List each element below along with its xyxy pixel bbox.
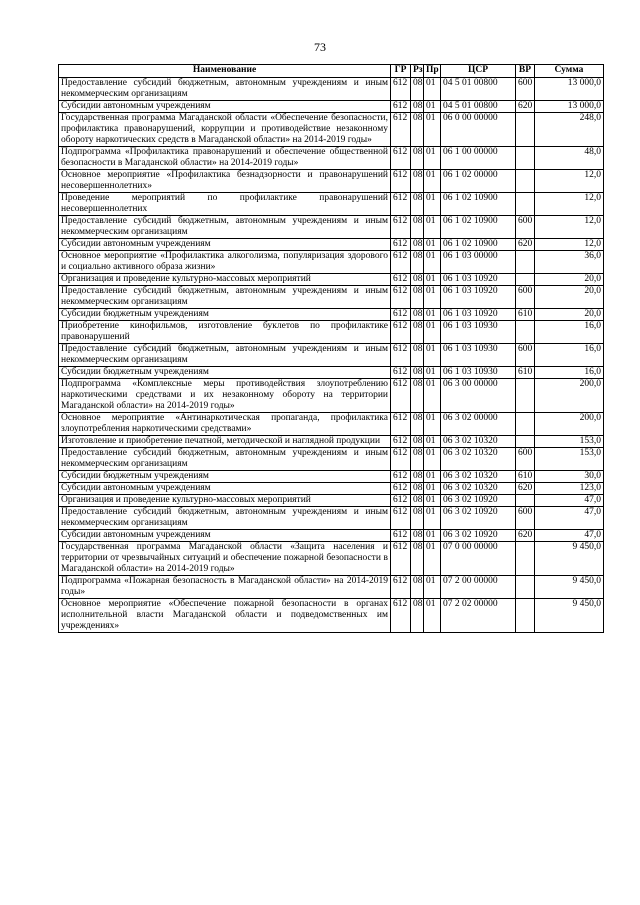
cell-sum: 20,0 xyxy=(535,274,604,286)
cell-vr xyxy=(516,147,535,170)
cell-sum: 200,0 xyxy=(535,379,604,413)
cell-name: Государственная программа Магаданской области «Защита населения и территории от чрезвычайных ситуаций и обеспечение пожарной безопасности в Магаданской области» на 2014-2019 годы» xyxy=(59,542,391,576)
cell-csr: 06 3 02 00000 xyxy=(441,413,516,436)
table-row xyxy=(59,239,604,251)
table-row xyxy=(59,495,604,507)
cell-pr: 01 xyxy=(424,530,441,542)
cell-csr: 04 5 01 00800 xyxy=(441,78,516,101)
cell-csr: 06 3 02 10320 xyxy=(441,471,516,483)
cell-pr: 01 xyxy=(424,274,441,286)
cell-csr: 06 1 02 00000 xyxy=(441,170,516,193)
table-row xyxy=(59,436,604,448)
cell-vr xyxy=(516,413,535,436)
cell-sum: 12,0 xyxy=(535,216,604,239)
cell-pr: 01 xyxy=(424,321,441,344)
cell-sum: 123,0 xyxy=(535,483,604,495)
cell-rz: 08 xyxy=(411,599,424,633)
cell-csr: 06 1 02 10900 xyxy=(441,239,516,251)
cell-gr: 612 xyxy=(391,251,411,274)
cell-vr: 610 xyxy=(516,367,535,379)
cell-pr: 01 xyxy=(424,436,441,448)
cell-gr: 612 xyxy=(391,436,411,448)
table-row xyxy=(59,193,604,216)
cell-sum: 20,0 xyxy=(535,309,604,321)
cell-vr xyxy=(516,495,535,507)
cell-name: Подпрограмма «Профилактика правонарушений и обеспечение общественной безопасности в Магаданской области» на 2014-2019 годы» xyxy=(59,147,391,170)
cell-gr: 612 xyxy=(391,599,411,633)
table-row xyxy=(59,576,604,599)
cell-csr: 06 1 03 00000 xyxy=(441,251,516,274)
cell-gr: 612 xyxy=(391,274,411,286)
cell-csr: 07 2 00 00000 xyxy=(441,576,516,599)
table-row xyxy=(59,147,604,170)
cell-csr: 07 0 00 00000 xyxy=(441,542,516,576)
cell-rz: 08 xyxy=(411,239,424,251)
cell-rz: 08 xyxy=(411,448,424,471)
table-row xyxy=(59,321,604,344)
cell-sum: 9 450,0 xyxy=(535,576,604,599)
cell-pr: 01 xyxy=(424,113,441,147)
cell-csr: 06 1 00 00000 xyxy=(441,147,516,170)
cell-csr: 06 3 02 10920 xyxy=(441,495,516,507)
cell-csr: 06 1 03 10930 xyxy=(441,344,516,367)
cell-rz: 08 xyxy=(411,170,424,193)
cell-pr: 01 xyxy=(424,78,441,101)
cell-rz: 08 xyxy=(411,286,424,309)
cell-name: Основное мероприятие «Антинаркотическая пропаганда, профилактика злоупотребления наркотическими средствами» xyxy=(59,413,391,436)
table-row xyxy=(59,309,604,321)
cell-name: Субсидии бюджетным учреждениям xyxy=(59,367,391,379)
cell-csr: 06 0 00 00000 xyxy=(441,113,516,147)
cell-rz: 08 xyxy=(411,101,424,113)
cell-gr: 612 xyxy=(391,78,411,101)
cell-vr xyxy=(516,576,535,599)
table-row xyxy=(59,367,604,379)
cell-name: Изготовление и приобретение печатной, методической и наглядной продукции xyxy=(59,436,391,448)
cell-name: Основное мероприятие «Обеспечение пожарной безопасности в органах исполнительной власти Магаданской области и подведомственных им учреждениях» xyxy=(59,599,391,633)
cell-sum: 47,0 xyxy=(535,530,604,542)
cell-pr: 01 xyxy=(424,251,441,274)
header-rz: Рз xyxy=(411,65,424,78)
cell-name: Организация и проведение культурно-массовых мероприятий xyxy=(59,274,391,286)
cell-rz: 08 xyxy=(411,576,424,599)
cell-pr: 01 xyxy=(424,216,441,239)
cell-pr: 01 xyxy=(424,239,441,251)
cell-csr: 06 3 02 10320 xyxy=(441,448,516,471)
cell-rz: 08 xyxy=(411,507,424,530)
cell-sum: 9 450,0 xyxy=(535,542,604,576)
cell-gr: 612 xyxy=(391,495,411,507)
cell-rz: 08 xyxy=(411,309,424,321)
cell-vr xyxy=(516,321,535,344)
cell-csr: 06 3 02 10920 xyxy=(441,507,516,530)
table-row xyxy=(59,101,604,113)
cell-vr xyxy=(516,542,535,576)
cell-sum: 16,0 xyxy=(535,321,604,344)
table-row xyxy=(59,170,604,193)
cell-name: Предоставление субсидий бюджетным, автономным учреждениям и иным некоммерческим организациям xyxy=(59,286,391,309)
cell-gr: 612 xyxy=(391,321,411,344)
table-body xyxy=(59,78,604,633)
cell-name: Субсидии автономным учреждениям xyxy=(59,483,391,495)
cell-name: Субсидии бюджетным учреждениям xyxy=(59,309,391,321)
cell-rz: 08 xyxy=(411,436,424,448)
cell-name: Субсидии автономным учреждениям xyxy=(59,530,391,542)
header-csr: ЦСР xyxy=(441,65,516,78)
cell-rz: 08 xyxy=(411,216,424,239)
table-row xyxy=(59,344,604,367)
cell-csr: 04 5 01 00800 xyxy=(441,101,516,113)
table-row xyxy=(59,113,604,147)
cell-pr: 01 xyxy=(424,379,441,413)
table-row xyxy=(59,507,604,530)
cell-gr: 612 xyxy=(391,147,411,170)
cell-sum: 13 000,0 xyxy=(535,101,604,113)
cell-vr: 600 xyxy=(516,448,535,471)
table-row xyxy=(59,599,604,633)
cell-pr: 01 xyxy=(424,309,441,321)
cell-csr: 06 3 02 10920 xyxy=(441,530,516,542)
cell-csr: 06 1 03 10920 xyxy=(441,309,516,321)
cell-name: Подпрограмма «Пожарная безопасность в Магаданской области» на 2014-2019 годы» xyxy=(59,576,391,599)
cell-sum: 47,0 xyxy=(535,495,604,507)
cell-csr: 06 1 03 10920 xyxy=(441,286,516,309)
cell-vr xyxy=(516,599,535,633)
cell-rz: 08 xyxy=(411,113,424,147)
cell-vr xyxy=(516,251,535,274)
cell-gr: 612 xyxy=(391,379,411,413)
cell-vr: 600 xyxy=(516,216,535,239)
cell-vr xyxy=(516,113,535,147)
cell-vr: 600 xyxy=(516,78,535,101)
cell-sum: 9 450,0 xyxy=(535,599,604,633)
cell-pr: 01 xyxy=(424,147,441,170)
cell-pr: 01 xyxy=(424,344,441,367)
cell-sum: 153,0 xyxy=(535,436,604,448)
cell-csr: 06 1 03 10920 xyxy=(441,274,516,286)
cell-csr: 06 1 02 10900 xyxy=(441,216,516,239)
cell-sum: 36,0 xyxy=(535,251,604,274)
table-row xyxy=(59,78,604,101)
cell-pr: 01 xyxy=(424,542,441,576)
cell-rz: 08 xyxy=(411,367,424,379)
cell-vr: 620 xyxy=(516,101,535,113)
cell-csr: 06 3 00 00000 xyxy=(441,379,516,413)
cell-rz: 08 xyxy=(411,483,424,495)
cell-name: Организация и проведение культурно-массовых мероприятий xyxy=(59,495,391,507)
cell-name: Субсидии автономным учреждениям xyxy=(59,101,391,113)
cell-rz: 08 xyxy=(411,251,424,274)
table-row xyxy=(59,216,604,239)
cell-vr: 600 xyxy=(516,286,535,309)
table-row xyxy=(59,530,604,542)
cell-name: Предоставление субсидий бюджетным, автономным учреждениям и иным некоммерческим организациям xyxy=(59,448,391,471)
cell-sum: 16,0 xyxy=(535,344,604,367)
cell-name: Основное мероприятие «Профилактика безнадзорности и правонарушений несовершеннолетних» xyxy=(59,170,391,193)
cell-name: Предоставление субсидий бюджетным, автономным учреждениям и иным некоммерческим организациям xyxy=(59,344,391,367)
cell-csr: 06 1 03 10930 xyxy=(441,321,516,344)
table-row xyxy=(59,448,604,471)
table-row xyxy=(59,413,604,436)
cell-sum: 12,0 xyxy=(535,239,604,251)
cell-name: Приобретение кинофильмов, изготовление буклетов по профилактике правонарушений xyxy=(59,321,391,344)
cell-vr xyxy=(516,436,535,448)
cell-sum: 48,0 xyxy=(535,147,604,170)
cell-name: Основное мероприятие «Профилактика алкоголизма, популяризация здорового и социально активного образа жизни» xyxy=(59,251,391,274)
cell-sum: 47,0 xyxy=(535,507,604,530)
cell-rz: 08 xyxy=(411,321,424,344)
cell-gr: 612 xyxy=(391,483,411,495)
cell-vr: 620 xyxy=(516,239,535,251)
cell-rz: 08 xyxy=(411,471,424,483)
cell-name: Государственная программа Магаданской области «Обеспечение безопасности, профилактика правонарушений, коррупции и противодействие незаконному обороту наркотических средств в Магаданской области» на 2014-2019 годы» xyxy=(59,113,391,147)
cell-gr: 612 xyxy=(391,448,411,471)
budget-table xyxy=(58,64,604,633)
cell-rz: 08 xyxy=(411,379,424,413)
cell-vr: 610 xyxy=(516,471,535,483)
cell-name: Субсидии автономным учреждениям xyxy=(59,239,391,251)
table-row xyxy=(59,286,604,309)
header-pr: Пр xyxy=(424,65,441,78)
cell-rz: 08 xyxy=(411,530,424,542)
cell-name: Субсидии бюджетным учреждениям xyxy=(59,471,391,483)
cell-name: Подпрограмма «Комплексные меры противодействия злоупотреблению наркотическими средствами и их незаконному обороту на территории Магаданской области» на 2014-2019 годы» xyxy=(59,379,391,413)
table-row xyxy=(59,471,604,483)
cell-pr: 01 xyxy=(424,448,441,471)
cell-gr: 612 xyxy=(391,101,411,113)
cell-csr: 06 3 02 10320 xyxy=(441,436,516,448)
table-header-row xyxy=(59,65,604,78)
cell-gr: 612 xyxy=(391,309,411,321)
cell-pr: 01 xyxy=(424,101,441,113)
cell-sum: 16,0 xyxy=(535,367,604,379)
cell-vr: 620 xyxy=(516,483,535,495)
table-row xyxy=(59,542,604,576)
cell-pr: 01 xyxy=(424,367,441,379)
cell-vr xyxy=(516,170,535,193)
header-name: Наименование xyxy=(59,65,391,78)
cell-gr: 612 xyxy=(391,239,411,251)
cell-rz: 08 xyxy=(411,495,424,507)
cell-pr: 01 xyxy=(424,599,441,633)
cell-rz: 08 xyxy=(411,413,424,436)
table-row xyxy=(59,274,604,286)
cell-sum: 12,0 xyxy=(535,170,604,193)
cell-rz: 08 xyxy=(411,147,424,170)
cell-name: Предоставление субсидий бюджетным, автономным учреждениям и иным некоммерческим организациям xyxy=(59,78,391,101)
cell-vr: 610 xyxy=(516,309,535,321)
cell-name: Предоставление субсидий бюджетным, автономным учреждениям и иным некоммерческим организациям xyxy=(59,507,391,530)
cell-pr: 01 xyxy=(424,471,441,483)
cell-rz: 08 xyxy=(411,344,424,367)
cell-sum: 248,0 xyxy=(535,113,604,147)
cell-rz: 08 xyxy=(411,193,424,216)
cell-pr: 01 xyxy=(424,170,441,193)
cell-vr: 600 xyxy=(516,344,535,367)
cell-gr: 612 xyxy=(391,542,411,576)
cell-name: Предоставление субсидий бюджетным, автономным учреждениям и иным некоммерческим организациям xyxy=(59,216,391,239)
cell-gr: 612 xyxy=(391,413,411,436)
cell-gr: 612 xyxy=(391,113,411,147)
cell-gr: 612 xyxy=(391,193,411,216)
cell-csr: 07 2 02 00000 xyxy=(441,599,516,633)
page-number: 73 xyxy=(314,40,326,54)
cell-gr: 612 xyxy=(391,530,411,542)
cell-vr: 600 xyxy=(516,507,535,530)
cell-gr: 612 xyxy=(391,576,411,599)
cell-pr: 01 xyxy=(424,483,441,495)
table-row xyxy=(59,483,604,495)
cell-gr: 612 xyxy=(391,216,411,239)
header-sum: Сумма xyxy=(535,65,604,78)
table-row xyxy=(59,379,604,413)
cell-gr: 612 xyxy=(391,286,411,309)
cell-pr: 01 xyxy=(424,286,441,309)
cell-name: Проведение мероприятий по профилактике правонарушений несовершеннолетних xyxy=(59,193,391,216)
cell-pr: 01 xyxy=(424,495,441,507)
cell-sum: 12,0 xyxy=(535,193,604,216)
cell-pr: 01 xyxy=(424,507,441,530)
cell-sum: 13 000,0 xyxy=(535,78,604,101)
cell-gr: 612 xyxy=(391,471,411,483)
cell-gr: 612 xyxy=(391,367,411,379)
cell-gr: 612 xyxy=(391,170,411,193)
cell-csr: 06 1 03 10930 xyxy=(441,367,516,379)
cell-vr xyxy=(516,193,535,216)
header-gr: ГР xyxy=(391,65,411,78)
cell-pr: 01 xyxy=(424,193,441,216)
cell-sum: 20,0 xyxy=(535,286,604,309)
cell-rz: 08 xyxy=(411,274,424,286)
cell-sum: 153,0 xyxy=(535,448,604,471)
cell-vr: 620 xyxy=(516,530,535,542)
cell-csr: 06 1 02 10900 xyxy=(441,193,516,216)
cell-rz: 08 xyxy=(411,78,424,101)
table-row xyxy=(59,251,604,274)
cell-gr: 612 xyxy=(391,507,411,530)
cell-vr xyxy=(516,379,535,413)
cell-csr: 06 3 02 10320 xyxy=(441,483,516,495)
cell-rz: 08 xyxy=(411,542,424,576)
cell-gr: 612 xyxy=(391,344,411,367)
cell-vr xyxy=(516,274,535,286)
cell-sum: 30,0 xyxy=(535,471,604,483)
cell-sum: 200,0 xyxy=(535,413,604,436)
cell-pr: 01 xyxy=(424,413,441,436)
cell-pr: 01 xyxy=(424,576,441,599)
header-vr: ВР xyxy=(516,65,535,78)
